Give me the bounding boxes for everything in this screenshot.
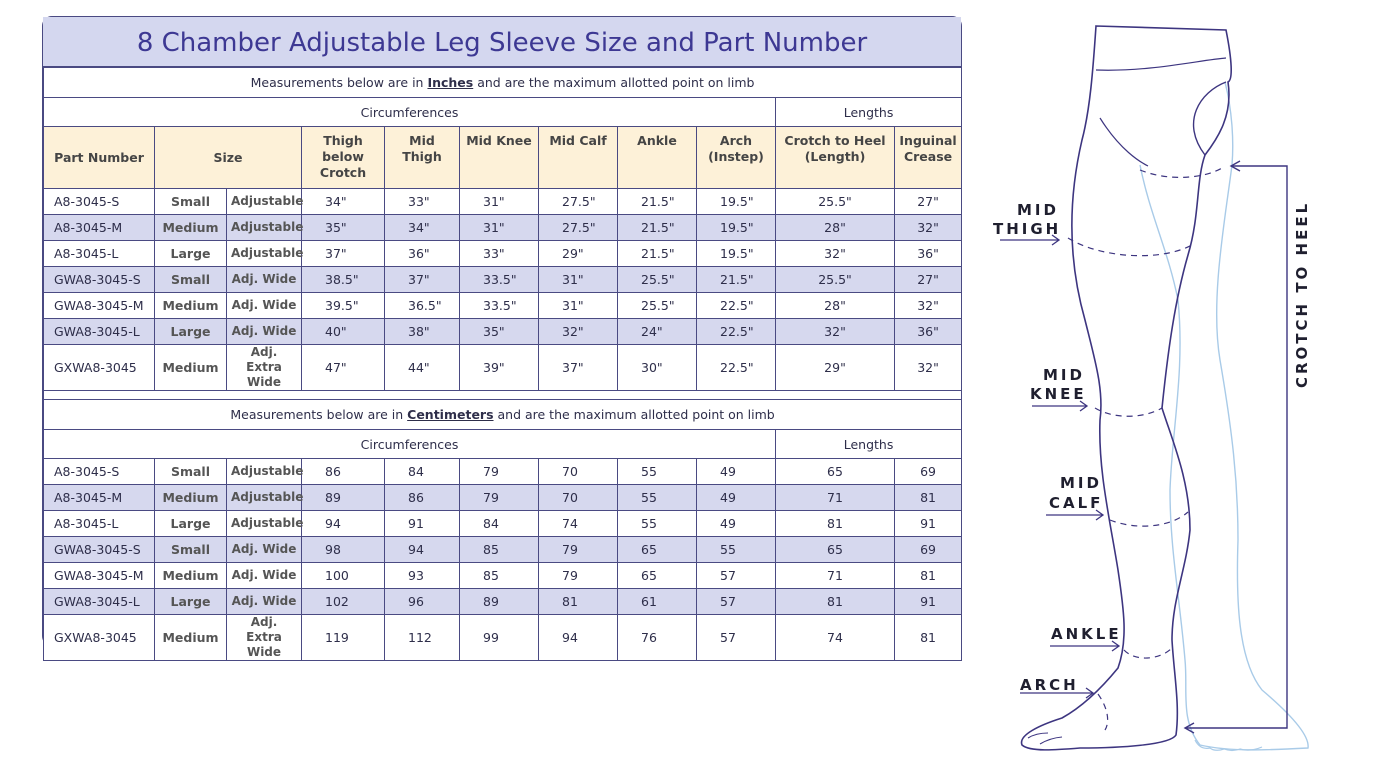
part-number: GWA8-3045-M <box>44 563 155 589</box>
label-mid-knee-2: KNEE <box>1030 385 1087 403</box>
measurement-cell: 100 <box>302 563 385 589</box>
measurement-cell: 28" <box>776 293 895 319</box>
table-row <box>44 615 962 661</box>
measurement-cell: 47" <box>302 345 385 391</box>
measurement-cell: 94 <box>539 615 618 661</box>
measurement-cell: 24" <box>618 319 697 345</box>
part-number: A8-3045-M <box>44 215 155 241</box>
measurement-cell: 94 <box>302 511 385 537</box>
leg-diagram <box>985 18 1385 763</box>
header-inguinal: Inguinal Crease <box>895 127 962 189</box>
size-cell: Medium <box>155 293 227 319</box>
size-cell: Medium <box>155 615 227 661</box>
measurement-cell: 69 <box>895 459 962 485</box>
measurement-cell: 32" <box>895 345 962 391</box>
sleeve-type: Adj. Wide <box>227 293 302 319</box>
unit-note-prefix: Measurements below are in <box>250 75 428 90</box>
size-cell: Medium <box>155 215 227 241</box>
sleeve-type: Adjustable <box>227 189 302 215</box>
measurement-cell: 33.5" <box>460 293 539 319</box>
measurement-cell: 81 <box>539 589 618 615</box>
size-cell: Large <box>155 589 227 615</box>
mid-calf-dash <box>1110 512 1188 526</box>
measurement-cell: 81 <box>776 511 895 537</box>
measurement-cell: 22.5" <box>697 319 776 345</box>
measurement-cell: 65 <box>618 537 697 563</box>
measurement-cell: 44" <box>385 345 460 391</box>
measurement-cell: 34" <box>302 189 385 215</box>
measurement-cell: 30" <box>618 345 697 391</box>
measurement-cell: 29" <box>776 345 895 391</box>
measurement-cell: 94 <box>385 537 460 563</box>
label-mid-calf-1: MID <box>1060 474 1102 492</box>
header-mid-knee: Mid Knee <box>460 127 539 189</box>
measurement-cell: 28" <box>776 215 895 241</box>
measurement-cell: 36" <box>385 241 460 267</box>
table-row <box>44 189 962 215</box>
measurement-cell: 57 <box>697 615 776 661</box>
header-arch: Arch (Instep) <box>697 127 776 189</box>
measurement-cell: 89 <box>302 485 385 511</box>
sleeve-type: Adj. Wide <box>227 589 302 615</box>
measurement-cell: 65 <box>776 459 895 485</box>
measurement-cell: 102 <box>302 589 385 615</box>
label-mid-calf-2: CALF <box>1049 494 1104 512</box>
measurement-cell: 79 <box>539 537 618 563</box>
hip-curve <box>1194 82 1226 155</box>
measurement-cell: 55 <box>618 485 697 511</box>
toe-lines <box>1028 733 1062 744</box>
size-cell: Small <box>155 267 227 293</box>
size-cell: Small <box>155 459 227 485</box>
measurement-cell: 27.5" <box>539 189 618 215</box>
measurement-cell: 55 <box>618 511 697 537</box>
measurement-cell: 25.5" <box>776 189 895 215</box>
measurement-cell: 69 <box>895 537 962 563</box>
unit-note-row <box>44 68 962 98</box>
table-row <box>44 319 962 345</box>
measurement-cell: 85 <box>460 537 539 563</box>
header-crotch-heel: Crotch to Heel (Length) <box>776 127 895 189</box>
part-number: A8-3045-L <box>44 511 155 537</box>
measurement-cell: 89 <box>460 589 539 615</box>
groin-curve <box>1100 118 1148 166</box>
measurement-cell: 31" <box>460 215 539 241</box>
measurement-cell: 119 <box>302 615 385 661</box>
part-number: GWA8-3045-S <box>44 537 155 563</box>
measurement-cell: 55 <box>697 537 776 563</box>
unit-note-prefix: Measurements below are in <box>230 407 408 422</box>
label-crotch-to-heel: CROTCH TO HEEL <box>1293 200 1311 388</box>
measurement-cell: 79 <box>460 485 539 511</box>
group-header-row <box>44 98 962 127</box>
measurement-cell: 32" <box>776 319 895 345</box>
header-size: Size <box>155 127 302 189</box>
measurement-cell: 91 <box>895 589 962 615</box>
table-row <box>44 215 962 241</box>
header-mid-calf: Mid Calf <box>539 127 618 189</box>
measurement-cell: 22.5" <box>697 293 776 319</box>
measurement-cell: 91 <box>895 511 962 537</box>
unit-note <box>44 68 962 98</box>
measurement-cell: 19.5" <box>697 215 776 241</box>
measurement-cell: 49 <box>697 459 776 485</box>
measurement-cell: 19.5" <box>697 189 776 215</box>
sleeve-type: Adjustable <box>227 511 302 537</box>
size-cell: Large <box>155 241 227 267</box>
part-number: GWA8-3045-L <box>44 589 155 615</box>
header-thigh: Thigh below Crotch <box>302 127 385 189</box>
header-mid-thigh: Mid Thigh <box>385 127 460 189</box>
measurement-cell: 32" <box>895 293 962 319</box>
measurement-cell: 36" <box>895 241 962 267</box>
measurement-cell: 65 <box>776 537 895 563</box>
measurement-cell: 74 <box>539 511 618 537</box>
measurement-cell: 99 <box>460 615 539 661</box>
size-cell: Medium <box>155 345 227 391</box>
measurement-cell: 31" <box>460 189 539 215</box>
section-divider <box>44 391 962 400</box>
measurement-cell: 76 <box>618 615 697 661</box>
size-cell: Large <box>155 511 227 537</box>
measurement-cell: 38.5" <box>302 267 385 293</box>
measurement-cell: 35" <box>302 215 385 241</box>
part-number: A8-3045-S <box>44 459 155 485</box>
sleeve-type: Adj. Wide <box>227 267 302 293</box>
measurement-cell: 25.5" <box>618 267 697 293</box>
unit-name: Inches <box>427 75 474 90</box>
measurement-cell: 21.5" <box>618 241 697 267</box>
measurement-cell: 33" <box>385 189 460 215</box>
lengths-header: Lengths <box>776 98 962 127</box>
table-row <box>44 345 962 391</box>
arch-dash <box>1098 694 1108 730</box>
measurement-cell: 49 <box>697 485 776 511</box>
measurement-cell: 70 <box>539 459 618 485</box>
measurement-cell: 86 <box>302 459 385 485</box>
column-header-row <box>44 127 962 189</box>
mid-thigh-dash <box>1068 238 1192 256</box>
table-row <box>44 293 962 319</box>
crotch-heel-bracket <box>1186 166 1287 728</box>
table-row <box>44 267 962 293</box>
measurement-cell: 91 <box>385 511 460 537</box>
header-part-number: Part Number <box>44 127 155 189</box>
measurement-cell: 21.5" <box>618 189 697 215</box>
ankle-dash <box>1124 648 1172 658</box>
sleeve-type: Adjustable <box>227 241 302 267</box>
measurement-cell: 35" <box>460 319 539 345</box>
size-cell: Large <box>155 319 227 345</box>
chart-title: 8 Chamber Adjustable Leg Sleeve Size and Part Number <box>43 17 961 67</box>
measurement-cell: 84 <box>460 511 539 537</box>
size-chart <box>42 16 962 659</box>
measurement-cell: 31" <box>539 293 618 319</box>
table-row <box>44 241 962 267</box>
measurement-cell: 65 <box>618 563 697 589</box>
measurement-cell: 57 <box>697 563 776 589</box>
measurement-cell: 49 <box>697 511 776 537</box>
measurement-cell: 93 <box>385 563 460 589</box>
measurement-cell: 112 <box>385 615 460 661</box>
sleeve-type: Adj. Extra Wide <box>227 615 302 661</box>
group-header-row <box>44 430 962 459</box>
measurement-cell: 55 <box>618 459 697 485</box>
measurement-cell: 86 <box>385 485 460 511</box>
measurement-cell: 39.5" <box>302 293 385 319</box>
measurement-cell: 34" <box>385 215 460 241</box>
size-cell: Medium <box>155 563 227 589</box>
measurement-cell: 57 <box>697 589 776 615</box>
measurement-cell: 84 <box>385 459 460 485</box>
sleeve-type: Adj. Wide <box>227 563 302 589</box>
unit-name: Centimeters <box>407 407 494 422</box>
circumferences-header: Circumferences <box>44 430 776 459</box>
measurement-cell: 74 <box>776 615 895 661</box>
measurement-cell: 37" <box>539 345 618 391</box>
sleeve-type: Adjustable <box>227 459 302 485</box>
label-mid-thigh-2: THIGH <box>993 220 1062 238</box>
measurement-cell: 29" <box>539 241 618 267</box>
measurement-cell: 21.5" <box>697 267 776 293</box>
measurement-cell: 38" <box>385 319 460 345</box>
unit-note-suffix: and are the maximum allotted point on limb <box>493 407 775 422</box>
mid-knee-dash <box>1095 408 1162 416</box>
thigh-crotch-dash <box>1140 168 1222 177</box>
header-ankle: Ankle <box>618 127 697 189</box>
measurement-cell: 40" <box>302 319 385 345</box>
size-cell: Small <box>155 189 227 215</box>
measurement-cell: 32" <box>895 215 962 241</box>
measurement-cell: 22.5" <box>697 345 776 391</box>
measurement-cell: 32" <box>776 241 895 267</box>
measurement-cell: 25.5" <box>776 267 895 293</box>
measurement-cell: 36" <box>895 319 962 345</box>
size-cell: Medium <box>155 485 227 511</box>
part-number: GWA8-3045-L <box>44 319 155 345</box>
measurement-cell: 81 <box>895 563 962 589</box>
table-row <box>44 459 962 485</box>
sleeve-type: Adj. Wide <box>227 319 302 345</box>
section-divider-cell <box>44 391 962 400</box>
measurement-cell: 71 <box>776 485 895 511</box>
measurement-cell: 19.5" <box>697 241 776 267</box>
size-cell: Small <box>155 537 227 563</box>
table-row <box>44 485 962 511</box>
measurement-cell: 25.5" <box>618 293 697 319</box>
measurement-cell: 79 <box>539 563 618 589</box>
part-number: GWA8-3045-S <box>44 267 155 293</box>
measurement-cell: 27" <box>895 189 962 215</box>
part-number: A8-3045-M <box>44 485 155 511</box>
label-mid-thigh-1: MID <box>1017 201 1059 219</box>
measurement-cell: 21.5" <box>618 215 697 241</box>
measurement-cell: 33" <box>460 241 539 267</box>
table-row <box>44 563 962 589</box>
unit-note-row <box>44 400 962 430</box>
unit-note-suffix: and are the maximum allotted point on limb <box>473 75 755 90</box>
sleeve-type: Adj. Extra Wide <box>227 345 302 391</box>
size-table <box>43 67 962 661</box>
part-number: A8-3045-S <box>44 189 155 215</box>
table-row <box>44 511 962 537</box>
part-number: GXWA8-3045 <box>44 345 155 391</box>
lengths-header: Lengths <box>776 430 962 459</box>
measurement-cell: 27.5" <box>539 215 618 241</box>
part-number: GXWA8-3045 <box>44 615 155 661</box>
measurement-cell: 27" <box>895 267 962 293</box>
measurement-cell: 71 <box>776 563 895 589</box>
table-row <box>44 589 962 615</box>
label-mid-knee-1: MID <box>1043 366 1085 384</box>
measurement-cell: 81 <box>776 589 895 615</box>
part-number: A8-3045-L <box>44 241 155 267</box>
measurement-cell: 33.5" <box>460 267 539 293</box>
measurement-cell: 36.5" <box>385 293 460 319</box>
unit-note <box>44 400 962 430</box>
measurement-cell: 98 <box>302 537 385 563</box>
sleeve-type: Adjustable <box>227 485 302 511</box>
measurement-cell: 70 <box>539 485 618 511</box>
sleeve-type: Adj. Wide <box>227 537 302 563</box>
measurement-cell: 79 <box>460 459 539 485</box>
measurement-cell: 96 <box>385 589 460 615</box>
label-arch: ARCH <box>1020 676 1079 694</box>
measurement-cell: 85 <box>460 563 539 589</box>
measurement-cell: 31" <box>539 267 618 293</box>
measurement-cell: 81 <box>895 485 962 511</box>
measurement-cell: 37" <box>302 241 385 267</box>
table-row <box>44 537 962 563</box>
part-number: GWA8-3045-M <box>44 293 155 319</box>
circumferences-header: Circumferences <box>44 98 776 127</box>
sleeve-type: Adjustable <box>227 215 302 241</box>
measurement-cell: 39" <box>460 345 539 391</box>
measurement-cell: 81 <box>895 615 962 661</box>
measurement-cell: 61 <box>618 589 697 615</box>
measurement-cell: 32" <box>539 319 618 345</box>
measurement-cell: 37" <box>385 267 460 293</box>
buttock-curve <box>1096 58 1226 70</box>
label-ankle: ANKLE <box>1051 625 1122 643</box>
